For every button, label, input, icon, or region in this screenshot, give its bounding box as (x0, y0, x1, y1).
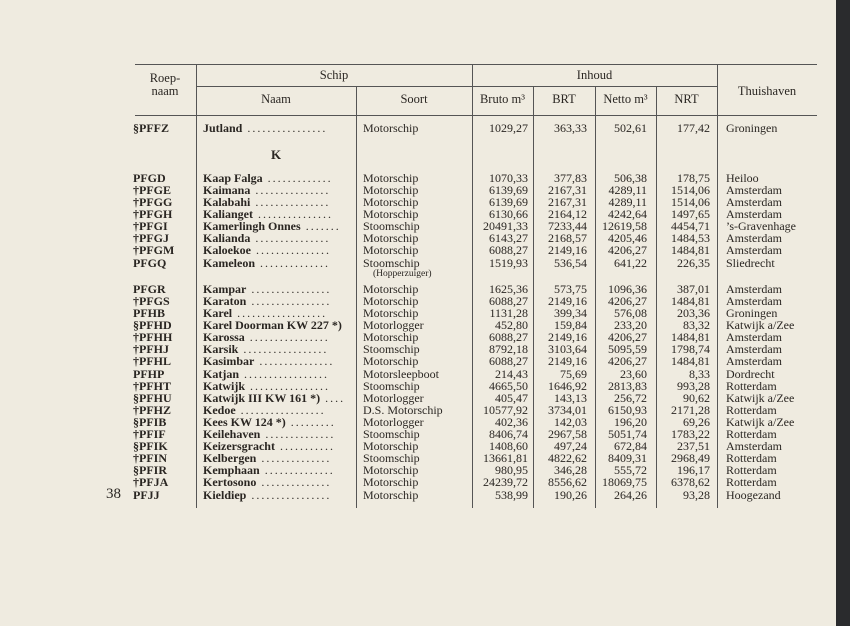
ship-type: Stoomschip (363, 342, 420, 356)
call-sign: †PFHH (133, 330, 173, 344)
brt-value: 363,33 (554, 121, 587, 135)
nrt-value: 226,35 (677, 256, 710, 270)
bruto-value: 6088,27 (489, 243, 528, 257)
home-port: Amsterdam (726, 354, 782, 368)
leader-dots: ............... (253, 207, 333, 221)
call-sign: †PFGS (133, 294, 170, 308)
netto-value: 672,84 (614, 439, 647, 453)
home-port: Amsterdam (726, 342, 782, 356)
home-port: Rotterdam (726, 451, 777, 465)
bruto-value: 1029,27 (489, 121, 528, 135)
bruto-value: 6088,27 (489, 294, 528, 308)
nrt-value: 196,17 (677, 463, 710, 477)
brt-value: 2164,12 (548, 207, 587, 221)
brt-value: 536,54 (554, 256, 587, 270)
home-port: Amsterdam (726, 243, 782, 257)
leader-dots: ....... (300, 219, 341, 233)
leader-dots: ............... (250, 231, 331, 245)
page-number: 38 (106, 486, 121, 502)
bruto-value: 980,95 (495, 463, 528, 477)
nrt-value: 1484,53 (671, 231, 710, 245)
ship-name: Kaap Falga (203, 171, 263, 185)
ship-name-cell (203, 257, 351, 269)
brt-value: 2167,31 (548, 183, 587, 197)
call-sign: §PFIB (133, 415, 167, 429)
brt-value: 75,69 (560, 367, 587, 381)
leader-dots: .............. (256, 475, 332, 489)
ship-name: Kalianda (203, 231, 251, 245)
call-sign: †PFHL (133, 354, 171, 368)
bruto-value: 1408,60 (489, 439, 528, 453)
leader-dots: .... (320, 391, 346, 405)
home-port: Amsterdam (726, 231, 782, 245)
ship-name-cell (203, 122, 351, 134)
nrt-value: 1484,81 (671, 330, 710, 344)
bruto-value: 6088,27 (489, 330, 528, 344)
home-port: Amsterdam (726, 195, 782, 209)
ship-name: Kelbergen (203, 451, 257, 465)
ship-name-cell (203, 244, 351, 256)
nrt-value: 69,26 (683, 415, 710, 429)
ship-type-cell (363, 355, 471, 367)
ship-name: Kieldiep (203, 488, 247, 502)
home-port: Groningen (726, 306, 778, 320)
nrt-value: 178,75 (677, 171, 710, 185)
section-letter: K (271, 147, 282, 162)
nrt-value: 6378,62 (671, 475, 710, 489)
home-port: Rotterdam (726, 427, 777, 441)
ship-type-cell (363, 476, 471, 488)
leader-dots: .............. (259, 463, 335, 477)
ship-name: Keizersgracht (203, 439, 275, 453)
ship-name: Kameleon (203, 256, 255, 270)
bruto-value: 538,99 (495, 488, 528, 502)
header-naam: Naam (261, 92, 291, 106)
ship-type: Motorschip (363, 121, 419, 135)
header-nrt: NRT (674, 92, 699, 106)
bruto-value: 1519,93 (489, 256, 528, 270)
ship-name: Karel Doorman KW 227 *) (203, 318, 342, 332)
ship-type: Motorschip (363, 171, 419, 185)
ship-name: Jutland (203, 121, 243, 135)
bruto-value: 6088,27 (489, 354, 528, 368)
bruto-value: 24239,72 (483, 475, 528, 489)
nrt-value: 237,51 (677, 439, 710, 453)
ship-name: Karsik (203, 342, 239, 356)
call-sign: †PFHT (133, 379, 171, 393)
netto-value: 4206,27 (608, 354, 647, 368)
ship-type: Motorlogger (363, 415, 424, 429)
leader-dots: ............... (250, 183, 331, 197)
netto-value: 8409,31 (608, 451, 647, 465)
nrt-value: 1798,74 (671, 342, 710, 356)
home-port: Amsterdam (726, 183, 782, 197)
header-subline-schip (196, 86, 472, 87)
netto-value: 5051,74 (608, 427, 647, 441)
netto-value: 196,20 (614, 415, 647, 429)
netto-value: 502,61 (614, 121, 647, 135)
ship-type: Stoomschip (363, 379, 420, 393)
header-inhoud: Inhoud (576, 68, 613, 82)
brt-value: 143,13 (554, 391, 587, 405)
netto-value: 233,20 (614, 318, 647, 332)
leader-dots: ................ (246, 294, 332, 308)
brt-value: 2149,16 (548, 294, 587, 308)
ship-type: Stoomschip (363, 427, 420, 441)
ship-type: Motorschip (363, 243, 419, 257)
nrt-value: 1514,06 (671, 195, 710, 209)
brt-value: 1646,92 (548, 379, 587, 393)
column-divider (356, 114, 357, 508)
leader-dots: .............. (260, 427, 336, 441)
nrt-value: 1484,81 (671, 294, 710, 308)
call-sign: †PFGM (133, 243, 175, 257)
call-sign: †PFGI (133, 219, 168, 233)
ship-name: Karel (203, 306, 233, 320)
nrt-value: 8,33 (689, 367, 710, 381)
ship-type: Motorschip (363, 282, 419, 296)
ship-name-cell (203, 489, 351, 501)
netto-value: 4206,27 (608, 330, 647, 344)
brt-value: 497,24 (554, 439, 587, 453)
nrt-value: 2171,28 (671, 403, 710, 417)
brt-value: 4822,62 (548, 451, 587, 465)
ship-type: Motorschip (363, 231, 419, 245)
leader-dots: .............. (256, 451, 332, 465)
home-port: Hoogezand (726, 488, 781, 502)
home-port: Katwijk a/Zee (726, 318, 795, 332)
call-sign: †PFJA (133, 475, 169, 489)
call-sign: †PFGE (133, 183, 171, 197)
leader-dots: .................. (232, 306, 328, 320)
ship-name: Kees KW 124 *) (203, 415, 286, 429)
ship-type: Motorschip (363, 183, 419, 197)
ship-type: Motorschip (363, 439, 419, 453)
header-netto: Netto m³ (603, 92, 648, 106)
ship-name: Kedoe (203, 403, 236, 417)
brt-value: 2967,58 (548, 427, 587, 441)
netto-value: 18069,75 (602, 475, 647, 489)
ship-name: Kalabahi (203, 195, 251, 209)
ship-type: Motorschip (363, 330, 419, 344)
call-sign: §PFIK (133, 439, 168, 453)
home-port: Amsterdam (726, 439, 782, 453)
ship-name: Kasimbar (203, 354, 255, 368)
netto-value: 23,60 (620, 367, 647, 381)
header-schip: Schip (319, 68, 349, 82)
bruto-value: 405,47 (495, 391, 528, 405)
brt-value: 8556,62 (548, 475, 587, 489)
leader-dots: ................ (246, 488, 332, 502)
ship-type: Motorschip (363, 207, 419, 221)
ship-name: Kemphaan (203, 463, 260, 477)
leader-dots: ................ (244, 330, 330, 344)
ship-type: Motorsleepboot (363, 367, 439, 381)
ship-type-cell (363, 122, 471, 134)
netto-value: 641,22 (614, 256, 647, 270)
bruto-value: 1131,28 (489, 306, 528, 320)
brt-value: 346,28 (554, 463, 587, 477)
leader-dots: ............... (251, 243, 331, 257)
brt-value: 573,75 (554, 282, 587, 296)
bruto-value: 4665,50 (489, 379, 528, 393)
ship-name: Kertosono (203, 475, 257, 489)
leader-dots: ................ (246, 282, 332, 296)
netto-value: 576,08 (614, 306, 647, 320)
bruto-value: 1070,33 (489, 171, 528, 185)
leader-dots: ................ (245, 379, 330, 393)
call-sign: †PFIN (133, 451, 167, 465)
brt-value: 159,84 (554, 318, 587, 332)
nrt-value: 83,32 (683, 318, 710, 332)
bruto-value: 214,43 (495, 367, 528, 381)
leader-dots: ................. (238, 342, 329, 356)
netto-value: 5095,59 (608, 342, 647, 356)
ship-type-cell (363, 244, 471, 256)
netto-value: 4289,11 (608, 195, 647, 209)
ship-name: Kaimana (203, 183, 251, 197)
call-sign: PFGR (133, 282, 166, 296)
ship-type: Motorschip (363, 488, 419, 502)
bruto-value: 452,80 (495, 318, 528, 332)
bruto-value: 6143,27 (489, 231, 528, 245)
ship-name-cell (203, 355, 351, 367)
brt-value: 2149,16 (548, 354, 587, 368)
nrt-value: 1484,81 (671, 354, 710, 368)
leader-dots: ............. (262, 171, 333, 185)
brt-value: 142,03 (554, 415, 587, 429)
bruto-value: 402,36 (495, 415, 528, 429)
call-sign: §PFHU (133, 391, 172, 405)
nrt-value: 387,01 (677, 282, 710, 296)
brt-value: 2167,31 (548, 195, 587, 209)
ship-name: Kamerlingh Onnes (203, 219, 301, 233)
call-sign: PFJJ (133, 488, 160, 502)
netto-value: 506,38 (614, 171, 647, 185)
call-sign: †PFGJ (133, 231, 169, 245)
ship-type: Motorschip (363, 475, 419, 489)
header-thuishaven: Thuishaven (737, 84, 797, 98)
home-port: Dordrecht (726, 367, 775, 381)
ship-type: Motorlogger (363, 391, 424, 405)
leader-dots: ............... (254, 354, 335, 368)
netto-value: 12619,58 (602, 219, 647, 233)
call-sign: PFGD (133, 171, 166, 185)
ship-type: Stoomschip (363, 219, 420, 233)
nrt-value: 993,28 (677, 379, 710, 393)
header-brt: BRT (552, 92, 576, 106)
call-sign: §PFIR (133, 463, 167, 477)
call-sign: †PFHJ (133, 342, 169, 356)
call-sign: §PFHD (133, 318, 172, 332)
leader-dots: ............... (250, 195, 331, 209)
brt-value: 377,83 (554, 171, 587, 185)
ship-type-cell (363, 257, 471, 280)
nrt-value: 1514,06 (671, 183, 710, 197)
leader-dots: ......... (285, 415, 336, 429)
ship-type: Motorschip (363, 195, 419, 209)
ship-name: Kaloekoe (203, 243, 251, 257)
ship-name: Kalianget (203, 207, 253, 221)
home-port: Rotterdam (726, 463, 777, 477)
ship-type: Stoomschip (363, 451, 420, 465)
ship-name: Karaton (203, 294, 247, 308)
ship-name-cell (203, 476, 351, 488)
home-port: Amsterdam (726, 330, 782, 344)
netto-value: 1096,36 (608, 282, 647, 296)
home-port: Rotterdam (726, 475, 777, 489)
ship-name: Kampar (203, 282, 247, 296)
nrt-value: 1484,81 (671, 243, 710, 257)
brt-value: 3734,01 (548, 403, 587, 417)
bruto-value: 8792,18 (489, 342, 528, 356)
home-port: Katwijk a/Zee (726, 415, 795, 429)
home-port: Sliedrecht (726, 256, 775, 270)
home-port: Rotterdam (726, 379, 777, 393)
nrt-value: 1783,22 (671, 427, 710, 441)
netto-value: 4289,11 (608, 183, 647, 197)
home-port: Groningen (726, 121, 778, 135)
header-bruto: Bruto m³ (479, 92, 526, 106)
bruto-value: 1625,36 (489, 282, 528, 296)
netto-value: 256,72 (614, 391, 647, 405)
ship-name: Katwijk (203, 379, 245, 393)
bruto-value: 8406,74 (489, 427, 528, 441)
ship-type: Motorschip (363, 294, 419, 308)
ship-name: Karossa (203, 330, 245, 344)
home-port: Amsterdam (726, 282, 782, 296)
bruto-value: 6130,66 (489, 207, 528, 221)
bruto-value: 13661,81 (483, 451, 528, 465)
call-sign: PFHP (133, 367, 165, 381)
call-sign: †PFGH (133, 207, 173, 221)
brt-value: 2149,16 (548, 243, 587, 257)
ship-type: Motorschip (363, 354, 419, 368)
ship-type: Motorschip (363, 306, 419, 320)
brt-value: 3103,64 (548, 342, 587, 356)
netto-value: 4205,46 (608, 231, 647, 245)
column-divider (717, 114, 718, 508)
ship-type: Stoomschip (363, 256, 420, 270)
nrt-value: 4454,71 (671, 219, 710, 233)
nrt-value: 93,28 (683, 488, 710, 502)
leader-dots: ................. (239, 367, 329, 381)
home-port: ’s-Gravenhage (726, 219, 796, 233)
nrt-value: 177,42 (677, 121, 710, 135)
ship-name: Keilehaven (203, 427, 261, 441)
nrt-value: 90,62 (683, 391, 710, 405)
call-sign: PFHB (133, 306, 165, 320)
ship-type: Motorlogger (363, 318, 424, 332)
ship-type: D.S. Motorschip (363, 403, 443, 417)
home-port: Rotterdam (726, 403, 777, 417)
leader-dots: ................ (242, 121, 328, 135)
leader-dots: ................. (235, 403, 326, 417)
call-sign: §PFFZ (133, 121, 169, 135)
bruto-value: 10577,92 (483, 403, 528, 417)
home-port: Katwijk a/Zee (726, 391, 795, 405)
netto-value: 4206,27 (608, 294, 647, 308)
brt-value: 2149,16 (548, 330, 587, 344)
netto-value: 2813,83 (608, 379, 647, 393)
header-roepnaam: Roep- naam (149, 71, 181, 98)
ship-type-note: (Hopperzuiger) (373, 269, 432, 279)
ship-type-cell (363, 489, 471, 501)
nrt-value: 2968,49 (671, 451, 710, 465)
netto-value: 6150,93 (608, 403, 647, 417)
brt-value: 399,34 (554, 306, 587, 320)
home-port: Heiloo (726, 171, 759, 185)
netto-value: 4242,64 (608, 207, 647, 221)
bruto-value: 6139,69 (489, 195, 528, 209)
nrt-value: 203,36 (677, 306, 710, 320)
leader-dots: ........... (274, 439, 335, 453)
ship-type: Motorschip (363, 463, 419, 477)
bruto-value: 20491,33 (483, 219, 528, 233)
ship-name: Katwijk III KW 161 *) (203, 391, 321, 405)
home-port: Amsterdam (726, 294, 782, 308)
netto-value: 264,26 (614, 488, 647, 502)
column-divider (196, 114, 197, 508)
call-sign: †PFGG (133, 195, 173, 209)
call-sign: †PFHZ (133, 403, 171, 417)
bruto-value: 6139,69 (489, 183, 528, 197)
brt-value: 190,26 (554, 488, 587, 502)
nrt-value: 1497,65 (671, 207, 710, 221)
ship-name: Katjan (203, 367, 239, 381)
brt-value: 7233,44 (548, 219, 587, 233)
netto-value: 4206,27 (608, 243, 647, 257)
netto-value: 555,72 (614, 463, 647, 477)
leader-dots: .............. (255, 256, 330, 270)
header-soort: Soort (400, 92, 428, 106)
call-sign: PFGQ (133, 256, 167, 270)
brt-value: 2168,57 (548, 231, 587, 245)
home-port: Amsterdam (726, 207, 782, 221)
call-sign: †PFIF (133, 427, 166, 441)
